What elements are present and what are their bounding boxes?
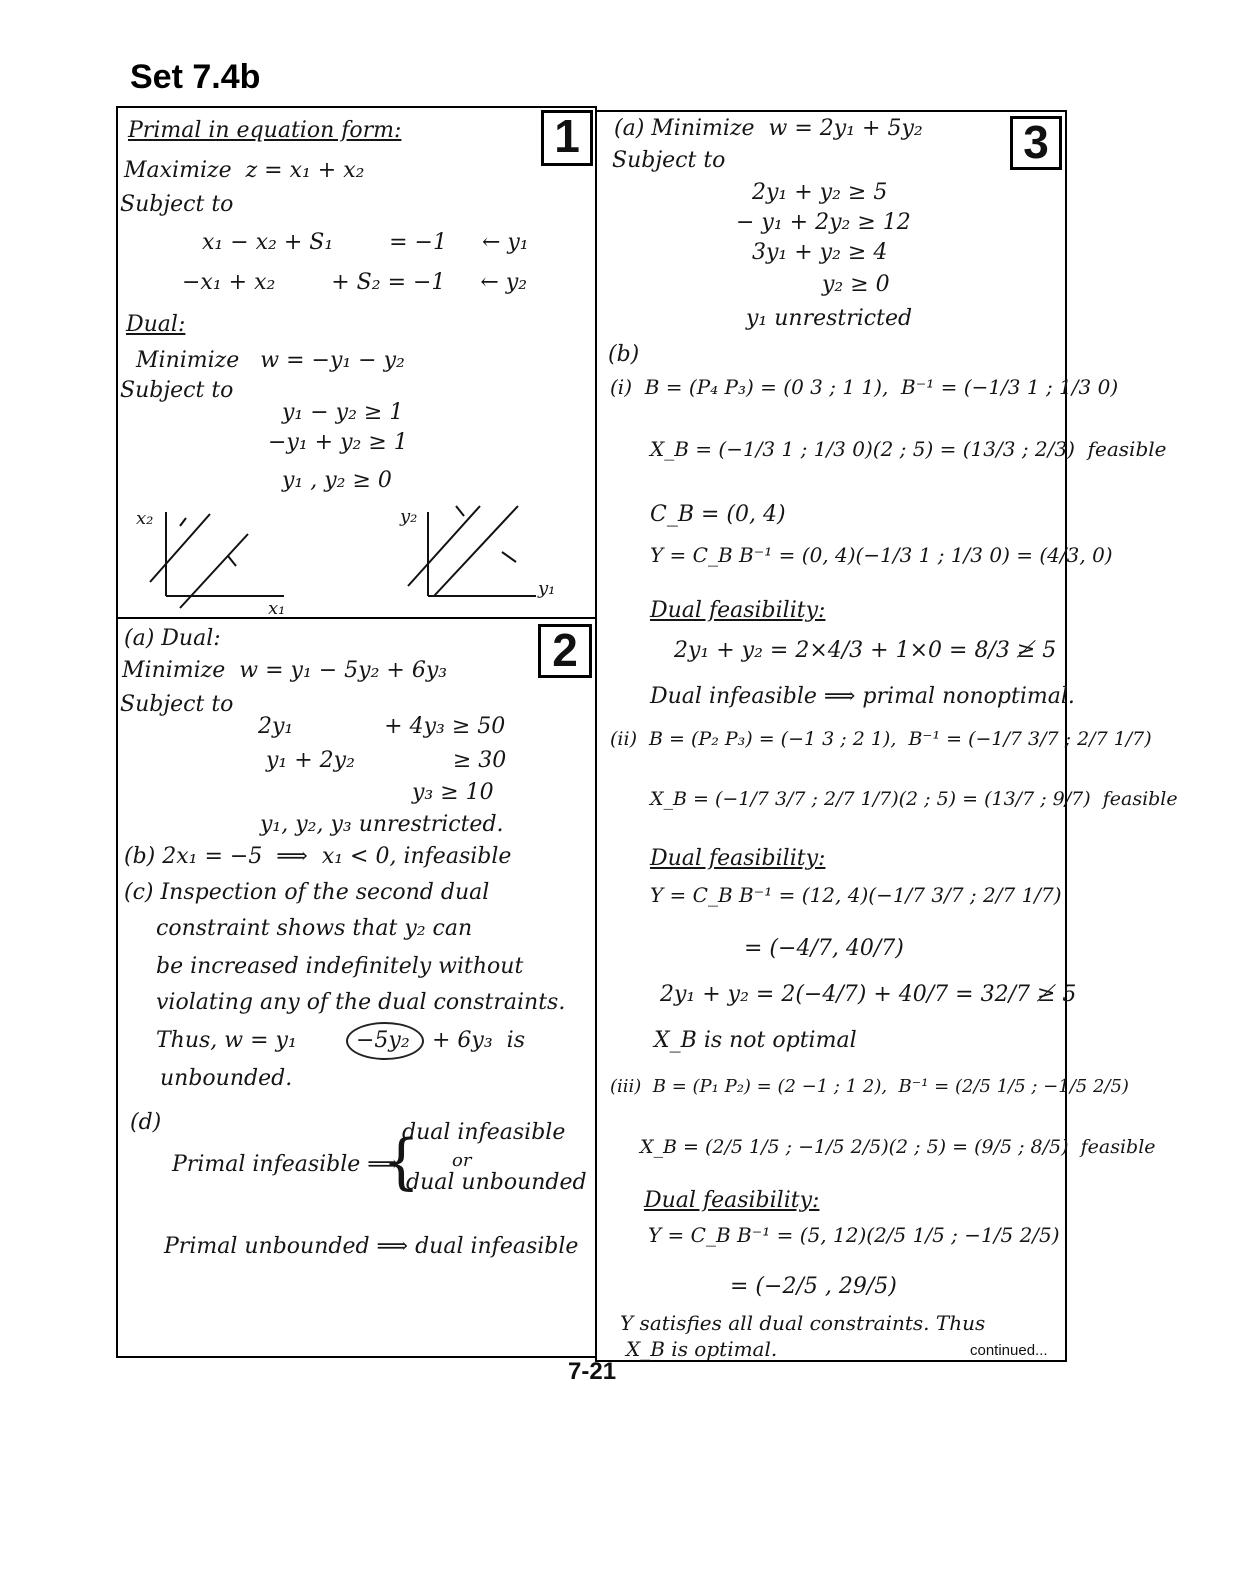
p3-ii-line-1: (ii) B = (P₂ P₃) = (−1 3 ; 2 1), B⁻¹ = (−1/7 3/7 ; 2/7 1/7) [610, 728, 1152, 750]
p3-iii-line-6: Y satisfies all dual constraints. Thus [620, 1311, 986, 1335]
p2-part-c-line-2: constraint shows that y₂ can [156, 916, 473, 941]
dual-constraint-1: y₁ − y₂ ≥ 1 [282, 400, 404, 425]
panel-3 [596, 110, 1178, 1362]
dual-constraint-2: −y₁ + y₂ ≥ 1 [268, 430, 408, 455]
p3-constraint-4: y₂ ≥ 0 [822, 272, 890, 297]
p3-iii-line-3: Dual feasibility: [644, 1188, 820, 1213]
p3-i-line-4: Y = C_B B⁻¹ = (0, 4)(−1/3 1 ; 1/3 0) = (4/3, 0) [650, 543, 1113, 567]
p2-part-d-last: Primal unbounded ⟹ dual infeasible [164, 1234, 579, 1259]
p2-constraint-3: y₃ ≥ 10 [412, 780, 494, 805]
p3-iii-line-5: = (−2/5 , 29/5) [730, 1274, 897, 1299]
continued-note: continued... [970, 1342, 1048, 1359]
p3-i-line-7: Dual infeasible ⟹ primal nonoptimal. [650, 684, 1075, 709]
p2-part-d-lhs: Primal infeasible ⟹ [172, 1152, 399, 1177]
p3-i-line-5: Dual feasibility: [650, 598, 826, 623]
p3-iii-line-7: X_B is optimal. [626, 1337, 778, 1361]
p3-iii-line-1: (iii) B = (P₁ P₂) = (2 −1 ; 1 2), B⁻¹ = (2/5 1/5 ; −1/5 2/5) [610, 1076, 1129, 1097]
primal-constraint-2: −x₁ + x₂ + S₂ = −1 ← y₂ [182, 270, 528, 295]
p3-iii-line-4: Y = C_B B⁻¹ = (5, 12)(2/5 1/5 ; −1/5 2/5) [648, 1223, 1060, 1247]
p3-ii-line-6: 2y₁ + y₂ = 2(−4/7) + 40/7 = 32/7 ≱ 5 [660, 982, 1077, 1007]
panel-1 [116, 106, 597, 618]
p3-i-line-2: X_B = (−1/3 1 ; 1/3 0)(2 ; 5) = (13/3 ; 2/3) feasible [650, 437, 1167, 461]
p3-constraint-2: − y₁ + 2y₂ ≥ 12 [736, 210, 911, 235]
dual-constraint-3: y₁ , y₂ ≥ 0 [282, 468, 392, 493]
p2-constraint-4: y₁, y₂, y₃ unrestricted. [260, 812, 504, 837]
p2-part-b: (b) 2x₁ = −5 ⟹ x₁ < 0, infeasible [124, 844, 512, 869]
primal-heading: Primal in equation form: [128, 118, 402, 143]
primal-constraint-1: x₁ − x₂ + S₁ = −1 ← y₁ [202, 230, 529, 255]
graph-left-xlabel: x₁ [268, 598, 286, 619]
graph-right-ylabel: y₂ [400, 506, 418, 527]
p3-i-line-3: C_B = (0, 4) [650, 502, 786, 527]
p2-brace: { [382, 1127, 421, 1197]
p3-i-line-6: 2y₁ + y₂ = 2×4/3 + 1×0 = 8/3 ≱ 5 [674, 638, 1057, 663]
p3-constraint-1: 2y₁ + y₂ ≥ 5 [752, 180, 888, 205]
p3-ii-line-7: X_B is not optimal [654, 1028, 857, 1053]
p2-part-c-line-6: unbounded. [160, 1066, 293, 1091]
p3-constraint-3: 3y₁ + y₂ ≥ 4 [752, 240, 888, 265]
p2-dual-heading: (a) Dual: [124, 626, 221, 651]
p2-part-d-rhs-2: or [452, 1150, 472, 1171]
dual-objective: Minimize w = −y₁ − y₂ [136, 348, 405, 373]
p2-part-d-rhs-1: dual infeasible [402, 1120, 566, 1145]
p3-subject-to: Subject to [612, 148, 726, 173]
p3-constraint-5: y₁ unrestricted [746, 306, 913, 331]
p2-part-c-line-5c: + 6y₃ is [432, 1028, 525, 1053]
primal-subject-to: Subject to [120, 192, 234, 217]
graph-left-ylabel: x₂ [136, 508, 154, 529]
p2-subject-to: Subject to [120, 692, 234, 717]
p2-part-c-line-5b: −5y₂ [356, 1028, 410, 1053]
p2-part-d-rhs-3: dual unbounded [406, 1170, 587, 1195]
p2-objective: Minimize w = y₁ − 5y₂ + 6y₃ [122, 658, 448, 683]
p2-constraint-2: y₁ + 2y₂ ≥ 30 [266, 748, 507, 773]
problem-badge-3: 3 [1010, 116, 1062, 170]
problem-badge-1: 1 [541, 110, 593, 166]
p3-part-a: (a) Minimize w = 2y₁ + 5y₂ [614, 116, 923, 141]
dual-heading: Dual: [126, 312, 186, 337]
p3-ii-line-2: X_B = (−1/7 3/7 ; 2/7 1/7)(2 ; 5) = (13/7 ; 9/7) feasible [650, 788, 1178, 810]
problem-badge-2: 2 [538, 624, 592, 678]
dual-subject-to: Subject to [120, 378, 234, 403]
p2-part-c-line-4: violating any of the dual constraints. [156, 990, 566, 1015]
p2-constraint-1: 2y₁ + 4y₃ ≥ 50 [258, 714, 506, 739]
graph-right-xlabel: y₁ [538, 578, 556, 599]
p3-iii-line-2: X_B = (2/5 1/5 ; −1/5 2/5)(2 ; 5) = (9/5 ; 8/5) feasible [640, 1136, 1156, 1158]
p3-i-line-1: (i) B = (P₄ P₃) = (0 3 ; 1 1), B⁻¹ = (−1/3 1 ; 1/3 0) [610, 375, 1119, 399]
p3-ii-line-5: = (−4/7, 40/7) [744, 936, 904, 961]
p2-part-c-line-3: be increased indefinitely without [156, 954, 524, 979]
p2-part-d-label: (d) [130, 1110, 162, 1135]
panel-2 [116, 618, 597, 1358]
page-number: 7-21 [568, 1358, 617, 1385]
p3-ii-line-4: Y = C_B B⁻¹ = (12, 4)(−1/7 3/7 ; 2/7 1/7) [650, 883, 1062, 907]
page-title: Set 7.4b [130, 58, 261, 96]
p3-part-b-label: (b) [608, 342, 640, 367]
p2-part-c-line-5a: Thus, w = y₁ [156, 1028, 297, 1053]
primal-objective: Maximize z = x₁ + x₂ [124, 158, 365, 183]
p3-ii-line-3: Dual feasibility: [650, 846, 826, 871]
p2-part-c-line-1: (c) Inspection of the second dual [124, 880, 490, 905]
